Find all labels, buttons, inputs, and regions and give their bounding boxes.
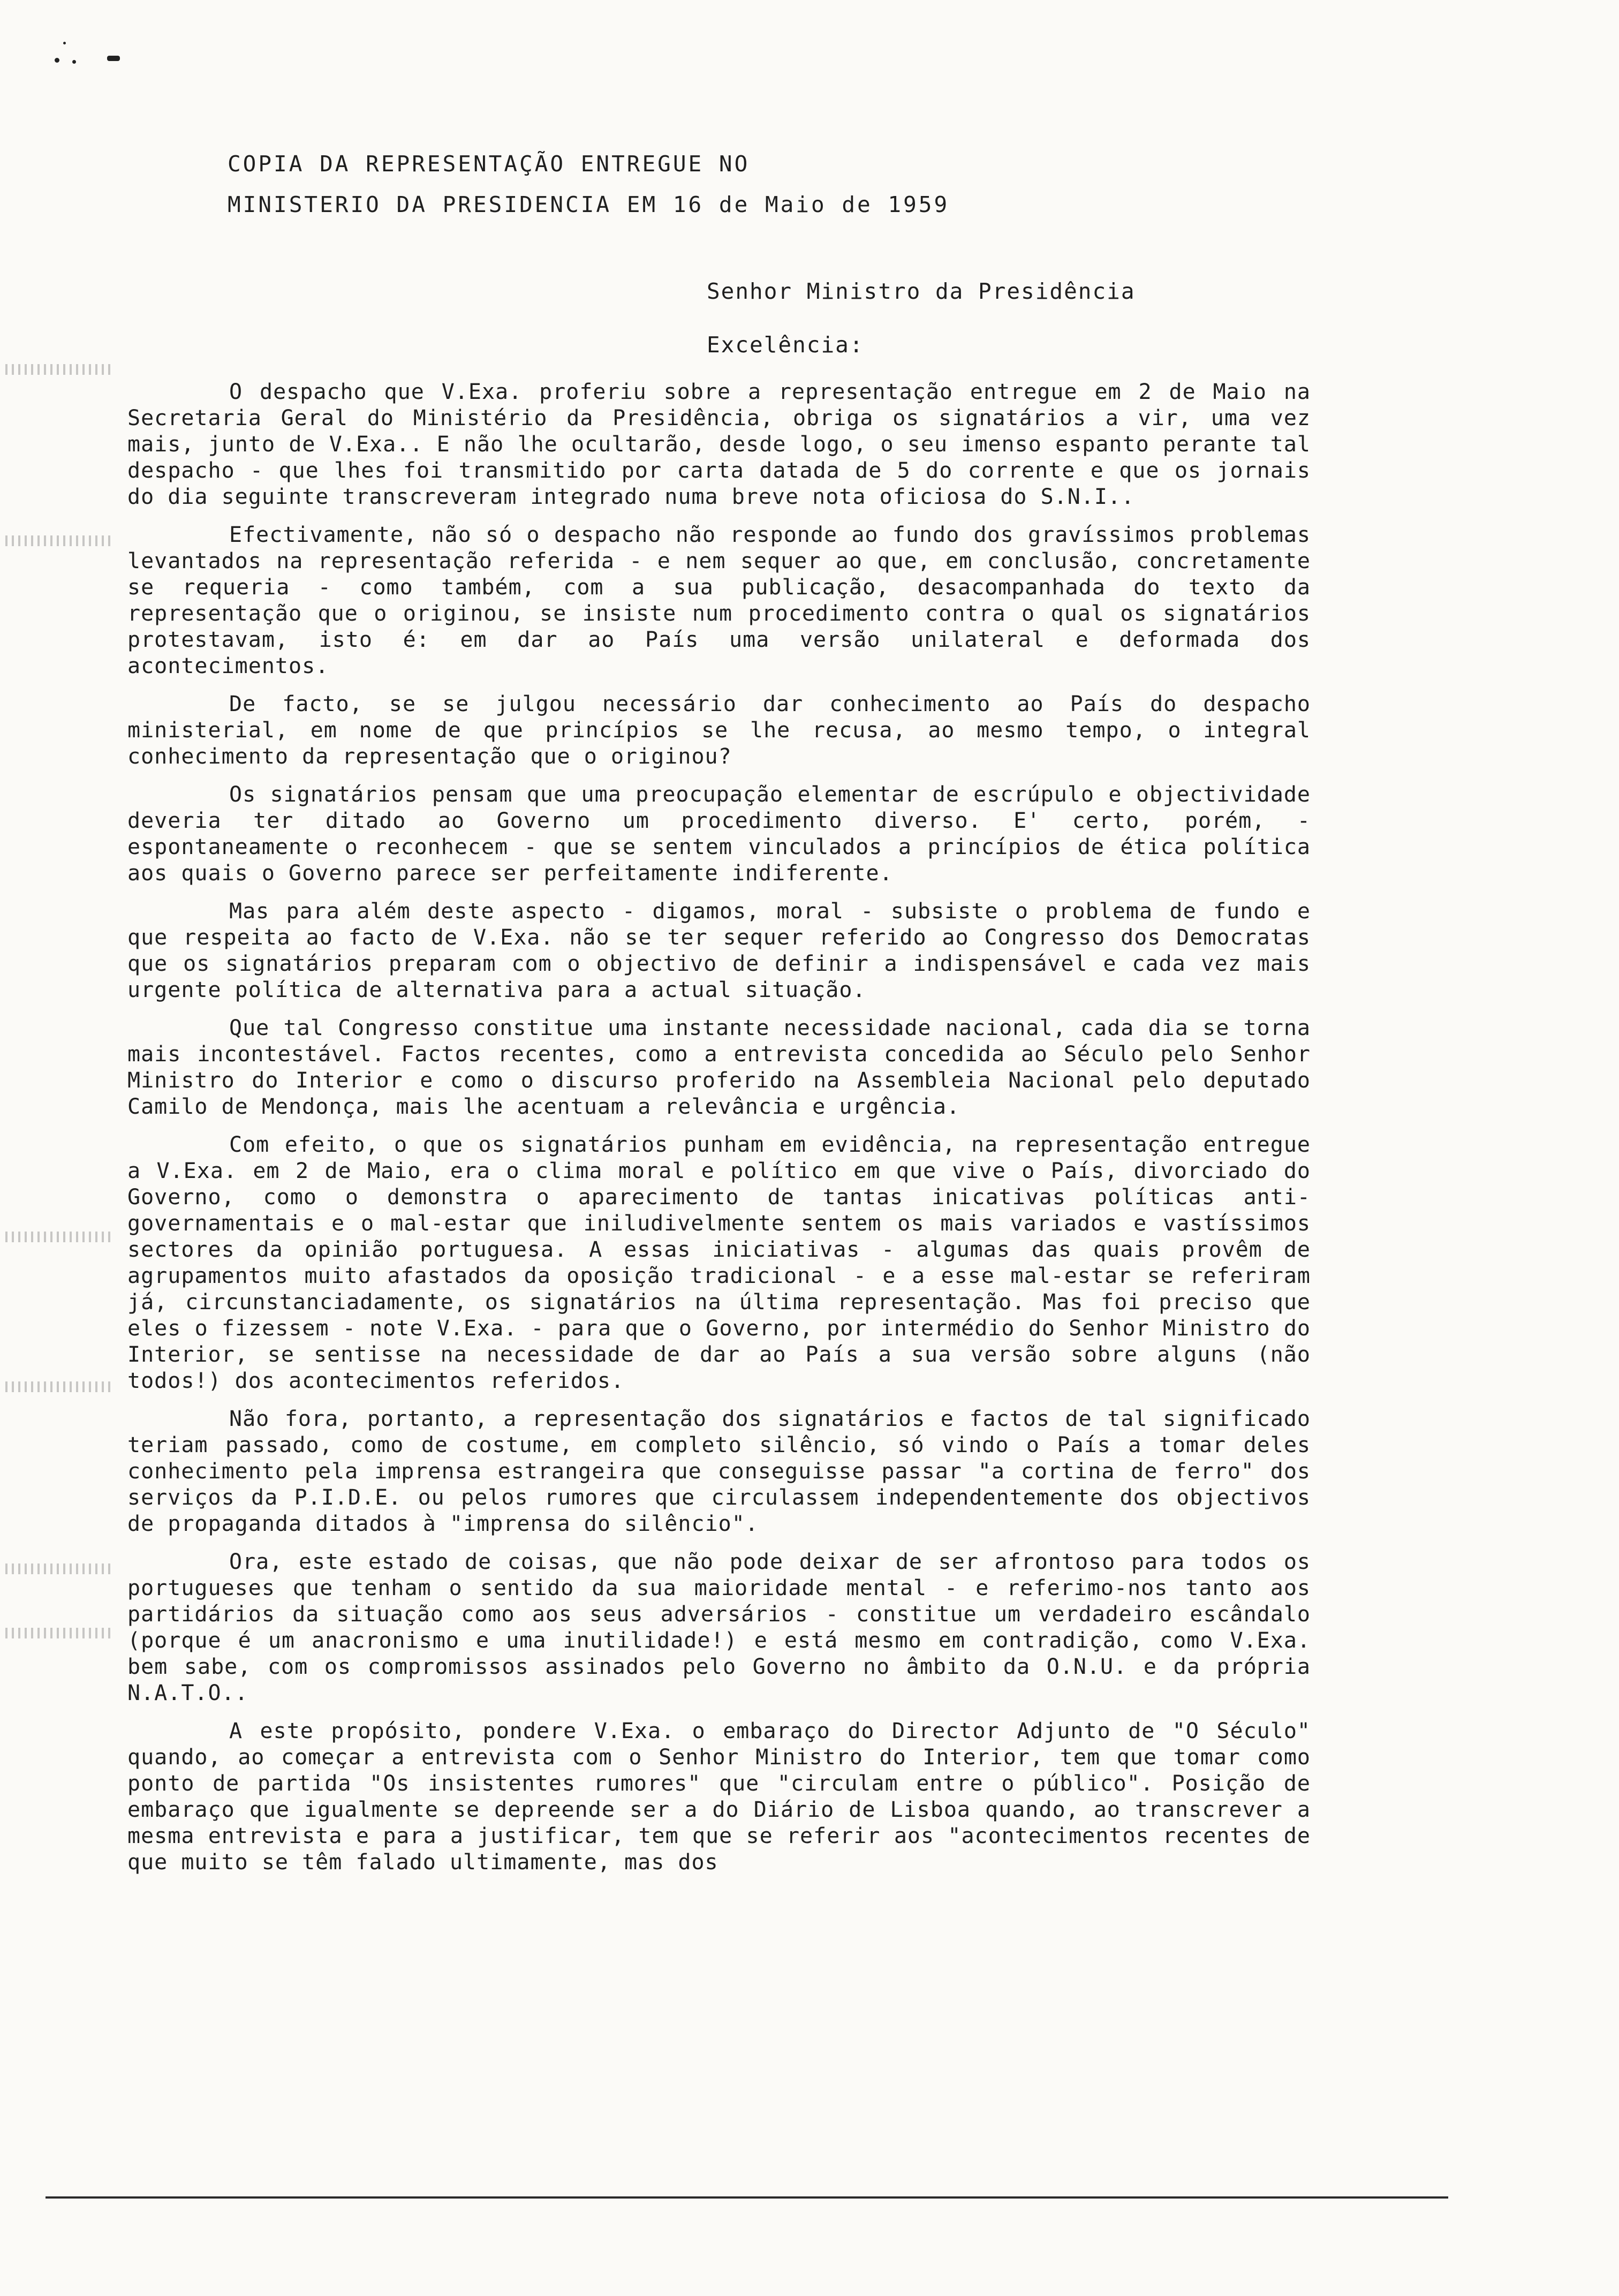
scan-speck — [55, 58, 59, 63]
paragraph: Com efeito, o que os signatários punham em evidência, na representação entregue a V.Exa. em 2 de Maio, era o clima moral e político em que vive o País, divorciado do Governo, como o demonstra o aparecimento de tantas inicativas políticas anti-governamentais e o mal-estar que iniludivelmente sentem os mais variados e vastíssimos sectores da opinião portuguesa. A essas iniciativas - algumas das quais provêm de agrupamentos muito afastados da oposição tradicional - e a esse mal-estar se referiram já, circunstanciadamente, os signatários na última representação. Mas foi preciso que eles o fizessem - note V.Exa. - para que o Governo, por intermédio do Senhor Ministro do Interior, se sentisse na necessidade de dar ao País a sua versão sobre alguns (não todos!) dos acontecimentos referidos. — [127, 1132, 1311, 1393]
document-header-line-1: COPIA DA REPRESENTAÇÃO ENTREGUE NO — [228, 151, 750, 177]
paragraph: Os signatários pensam que uma preocupação elementar de escrúpulo e objectividade deveria ter ditado ao Governo um procedimento diverso. E' certo, porém, - espontaneamente o reconhecem - que se sentem vinculados a princípios de ética política aos quais o Governo parece ser perfeitamente indiferente. — [127, 782, 1311, 886]
paragraph: De facto, se se julgou necessário dar conhecimento ao País do despacho ministerial, em nome de que princípios se lhe recusa, ao mesmo tempo, o integral conhecimento da representação que o originou? — [127, 692, 1311, 769]
document-body — [127, 379, 1311, 1887]
margin-noise — [5, 1628, 112, 1638]
paragraph: Que tal Congresso constitue uma instante necessidade nacional, cada dia se torna mais incontestável. Factos recentes, como a entrevista concedida ao Século pelo Senhor Ministro do Interior e como o discurso proferido na Assembleia Nacional pelo deputado Camilo de Mendonça, mais lhe acentuam a relevância e urgência. — [127, 1016, 1311, 1119]
margin-noise — [5, 1232, 112, 1242]
margin-noise — [5, 364, 112, 375]
salutation-addressee: Senhor Ministro da Presidência — [707, 278, 1136, 304]
paragraph: Efectivamente, não só o despacho não responde ao fundo dos gravíssimos problemas levantados na representação referida - e nem sequer ao que, em conclusão, concretamente se requeria - como também, com a sua publicação, desacompanhada do texto da representação que o originou, se insiste num procedimento contra o qual os signatários protestavam, isto é: em dar ao País uma versão unilateral e deformada dos acontecimentos. — [127, 523, 1311, 678]
paragraph: Não fora, portanto, a representação dos signatários e factos de tal significado teriam passado, como de costume, em completo silêncio, só vindo o País a tomar deles conhecimento pela imprensa estrangeira que conseguisse passar "a cortina de ferro" dos serviços da P.I.D.E. ou pelos rumores que circulassem independentemente dos objectivos de propaganda ditados à "imprensa do silêncio". — [127, 1407, 1311, 1536]
bottom-rule — [46, 2196, 1448, 2199]
scan-speck — [72, 60, 76, 64]
margin-noise — [5, 1381, 112, 1392]
margin-noise — [5, 1564, 112, 1574]
paragraph: Ora, este estado de coisas, que não pode deixar de ser afrontoso para todos os portugueses que tenham o sentido da sua maioridade mental - e referimo-nos tanto aos partidários da situação como aos seus adversários - constitue um verdadeiro escândalo (porque é um anacronismo e uma inutilidade!) e está mesmo em contradição, como V.Exa. bem sabe, com os compromissos assinados pelo Governo no âmbito da O.N.U. e da própria N.A.T.O.. — [127, 1550, 1311, 1705]
salutation-greeting: Excelência: — [707, 332, 864, 358]
paragraph: O despacho que V.Exa. proferiu sobre a representação entregue em 2 de Maio na Secretaria Geral do Ministério da Presidência, obriga os signatários a vir, uma vez mais, junto de V.Exa.. E não lhe ocultarão, desde logo, o seu imenso espanto perante tal despacho - que lhes foi transmitido por carta datada de 5 do corrente e que os jornais do dia seguinte transcreveram integrado numa breve nota oficiosa do S.N.I.. — [127, 380, 1311, 509]
scan-speck — [63, 42, 66, 44]
paragraph: A este propósito, pondere V.Exa. o embaraço do Director Adjunto de "O Século" quando, ao começar a entrevista com o Senhor Ministro do Interior, tem que tomar como ponto de partida "Os insistentes rumores" que "circulam entre o público". Posição de embaraço que igualmente se depreende ser a do Diário de Lisboa quando, ao transcrever a mesma entrevista e para a justificar, tem que se referir aos "acontecimentos recentes de que muito se têm falado ultimamente, mas dos — [127, 1719, 1311, 1875]
margin-noise — [5, 535, 112, 546]
document-header-line-2: MINISTERIO DA PRESIDENCIA EM 16 de Maio de 1959 — [228, 192, 950, 217]
paragraph: Mas para além deste aspecto - digamos, moral - subsiste o problema de fundo e que respeita ao facto de V.Exa. não se ter sequer referido ao Congresso dos Democratas que os signatários preparam com o objectivo de definir a indispensável e cada vez mais urgente política de alternativa para a actual situação. — [127, 899, 1311, 1002]
scan-speck — [107, 56, 120, 61]
